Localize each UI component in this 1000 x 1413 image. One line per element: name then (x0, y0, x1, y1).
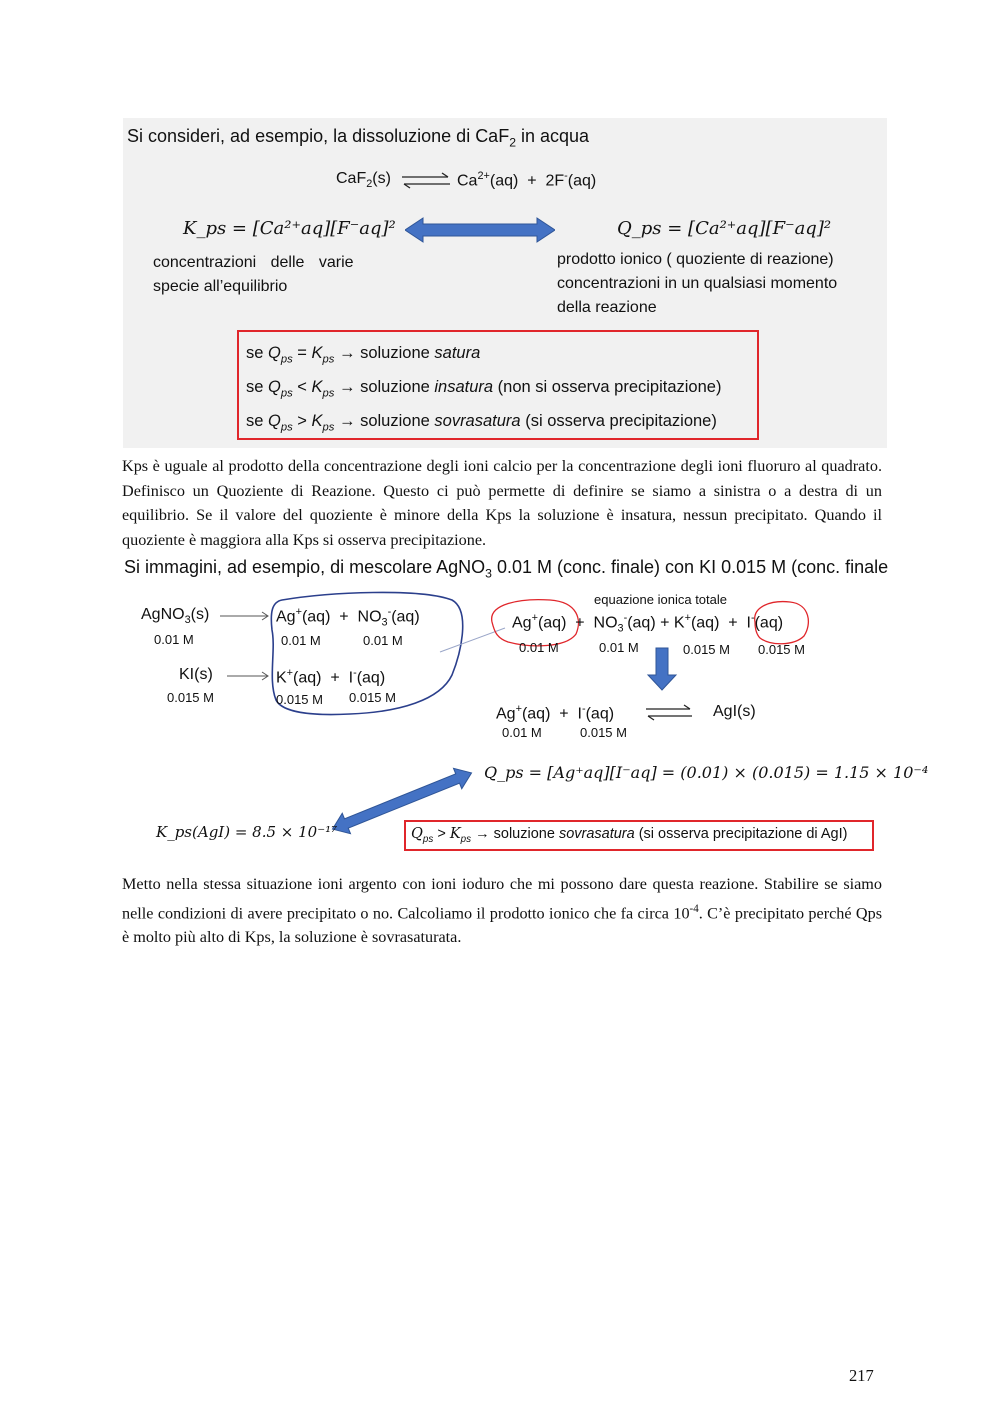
total-ag-concentration: 0.01 M (519, 640, 559, 655)
condition-supersaturated: se $Q_{ps} > K_{ps}$ → soluzione sovrasatura (si osserva precipitazione) (246, 412, 717, 434)
slide2-title: Si immagini, ad esempio, di mescolare AgNO$_3$ 0.01 M (conc. finale) con KI 0.015 M (conc. finale (124, 557, 889, 581)
ki-concentration: 0.015 M (167, 690, 214, 705)
agi-product: AgI(s) (713, 703, 756, 720)
total-no3-concentration: 0.01 M (599, 640, 639, 655)
slide1-title: Si consideri, ad esempio, la dissoluzione di CaF$_2$ in acqua (127, 126, 590, 150)
condition-unsaturated: se $Q_{ps} < K_{ps}$ → soluzione insatura (non si osserva precipitazione) (246, 378, 722, 400)
total-i-concentration: 0.015 M (758, 642, 805, 657)
ag-ion-concentration: 0.01 M (281, 633, 321, 648)
kps-equation: K_ps = [Ca²⁺aq][F⁻aq]² (183, 218, 396, 239)
total-ionic-equation: $Ag^+(aq) + NO_3^-(aq) + K^+(aq) + I^-(aq)$ (512, 612, 784, 635)
no3-ion-concentration: 0.01 M (363, 633, 403, 648)
qps-equation: Q_ps = [Ca²⁺aq][F⁻aq]² (617, 218, 832, 239)
net-ag-concentration: 0.01 M (502, 725, 542, 740)
ions-from-ki: K+(aq) + I-(aq) (276, 667, 386, 687)
kps-description: concentrazioni delle varie specie all’equilibrio (153, 254, 354, 295)
caf2-products: $Ca^{2+}(aq) + 2F^-(aq)$ (457, 170, 597, 190)
qps-description: prodotto ionico ( quoziente di reazione) concentrazioni in un qualsiasi momento della reazione (557, 251, 838, 316)
paragraph-agi-explanation: Metto nella stessa situazione ioni argento con ioni ioduro che mi possono dare questa reazione. Stabilire se siamo nelle condizioni di avere precipitato o no. Calcoliamo il prodotto ionico che fa circa $10^{-4}$. C’è precipitato perché Qps è molto più alto di Kps, la soluzione è sovrasaturata. (122, 875, 882, 947)
agi-net-reaction-reactants: Ag+(aq) + I-(aq) (496, 703, 615, 723)
paragraph-kps-explanation: Kps è uguale al prodotto della concentrazione degli ioni calcio per la concentrazione degli ioni fluoruro al quadrato. Definisco un Quoziente di Reazione. Questo ci può permette di definire se siamo a sinistra o a destra di un equilibrio. Se il valore del quoziente è minore della Kps la soluzione è insatura, nessun precipitato. Quando il quoziente è maggiora alla Kps si osserva precipitazione. (122, 457, 882, 549)
i-ion-concentration: 0.015 M (349, 690, 396, 705)
k-ion-concentration: 0.015 M (276, 692, 323, 707)
agno3-concentration: 0.01 M (154, 632, 194, 647)
condition-saturated: se $Q_{ps} = K_{ps}$ → soluzione satura (246, 344, 481, 366)
kps-agi-value: K_ps(AgI) = 8.5 × 10⁻¹⁷ (156, 823, 338, 841)
total-k-concentration: 0.015 M (683, 642, 730, 657)
ki-reagent: KI(s) (179, 666, 213, 683)
qps-calculation: Q_ps = [Ag⁺aq][I⁻aq] = (0.01) × (0.015) = 1.15 × 10⁻⁴ (484, 763, 929, 782)
agno3-reagent: AgNO$_3$(s) (141, 606, 210, 627)
page-number: 217 (849, 1366, 874, 1385)
supersaturated-result-box: $Q_{ps} > K_{ps}$ → soluzione sovrasatura (si osserva precipitazione di AgI) (404, 820, 874, 851)
net-i-concentration: 0.015 M (580, 725, 627, 740)
total-ionic-equation-label: equazione ionica totale (594, 592, 727, 607)
ions-from-agno3: $Ag^+(aq) + NO_3^-(aq)$ (276, 606, 420, 629)
caf2-dissolution-reaction: CaF$_2$(s) (336, 170, 391, 191)
